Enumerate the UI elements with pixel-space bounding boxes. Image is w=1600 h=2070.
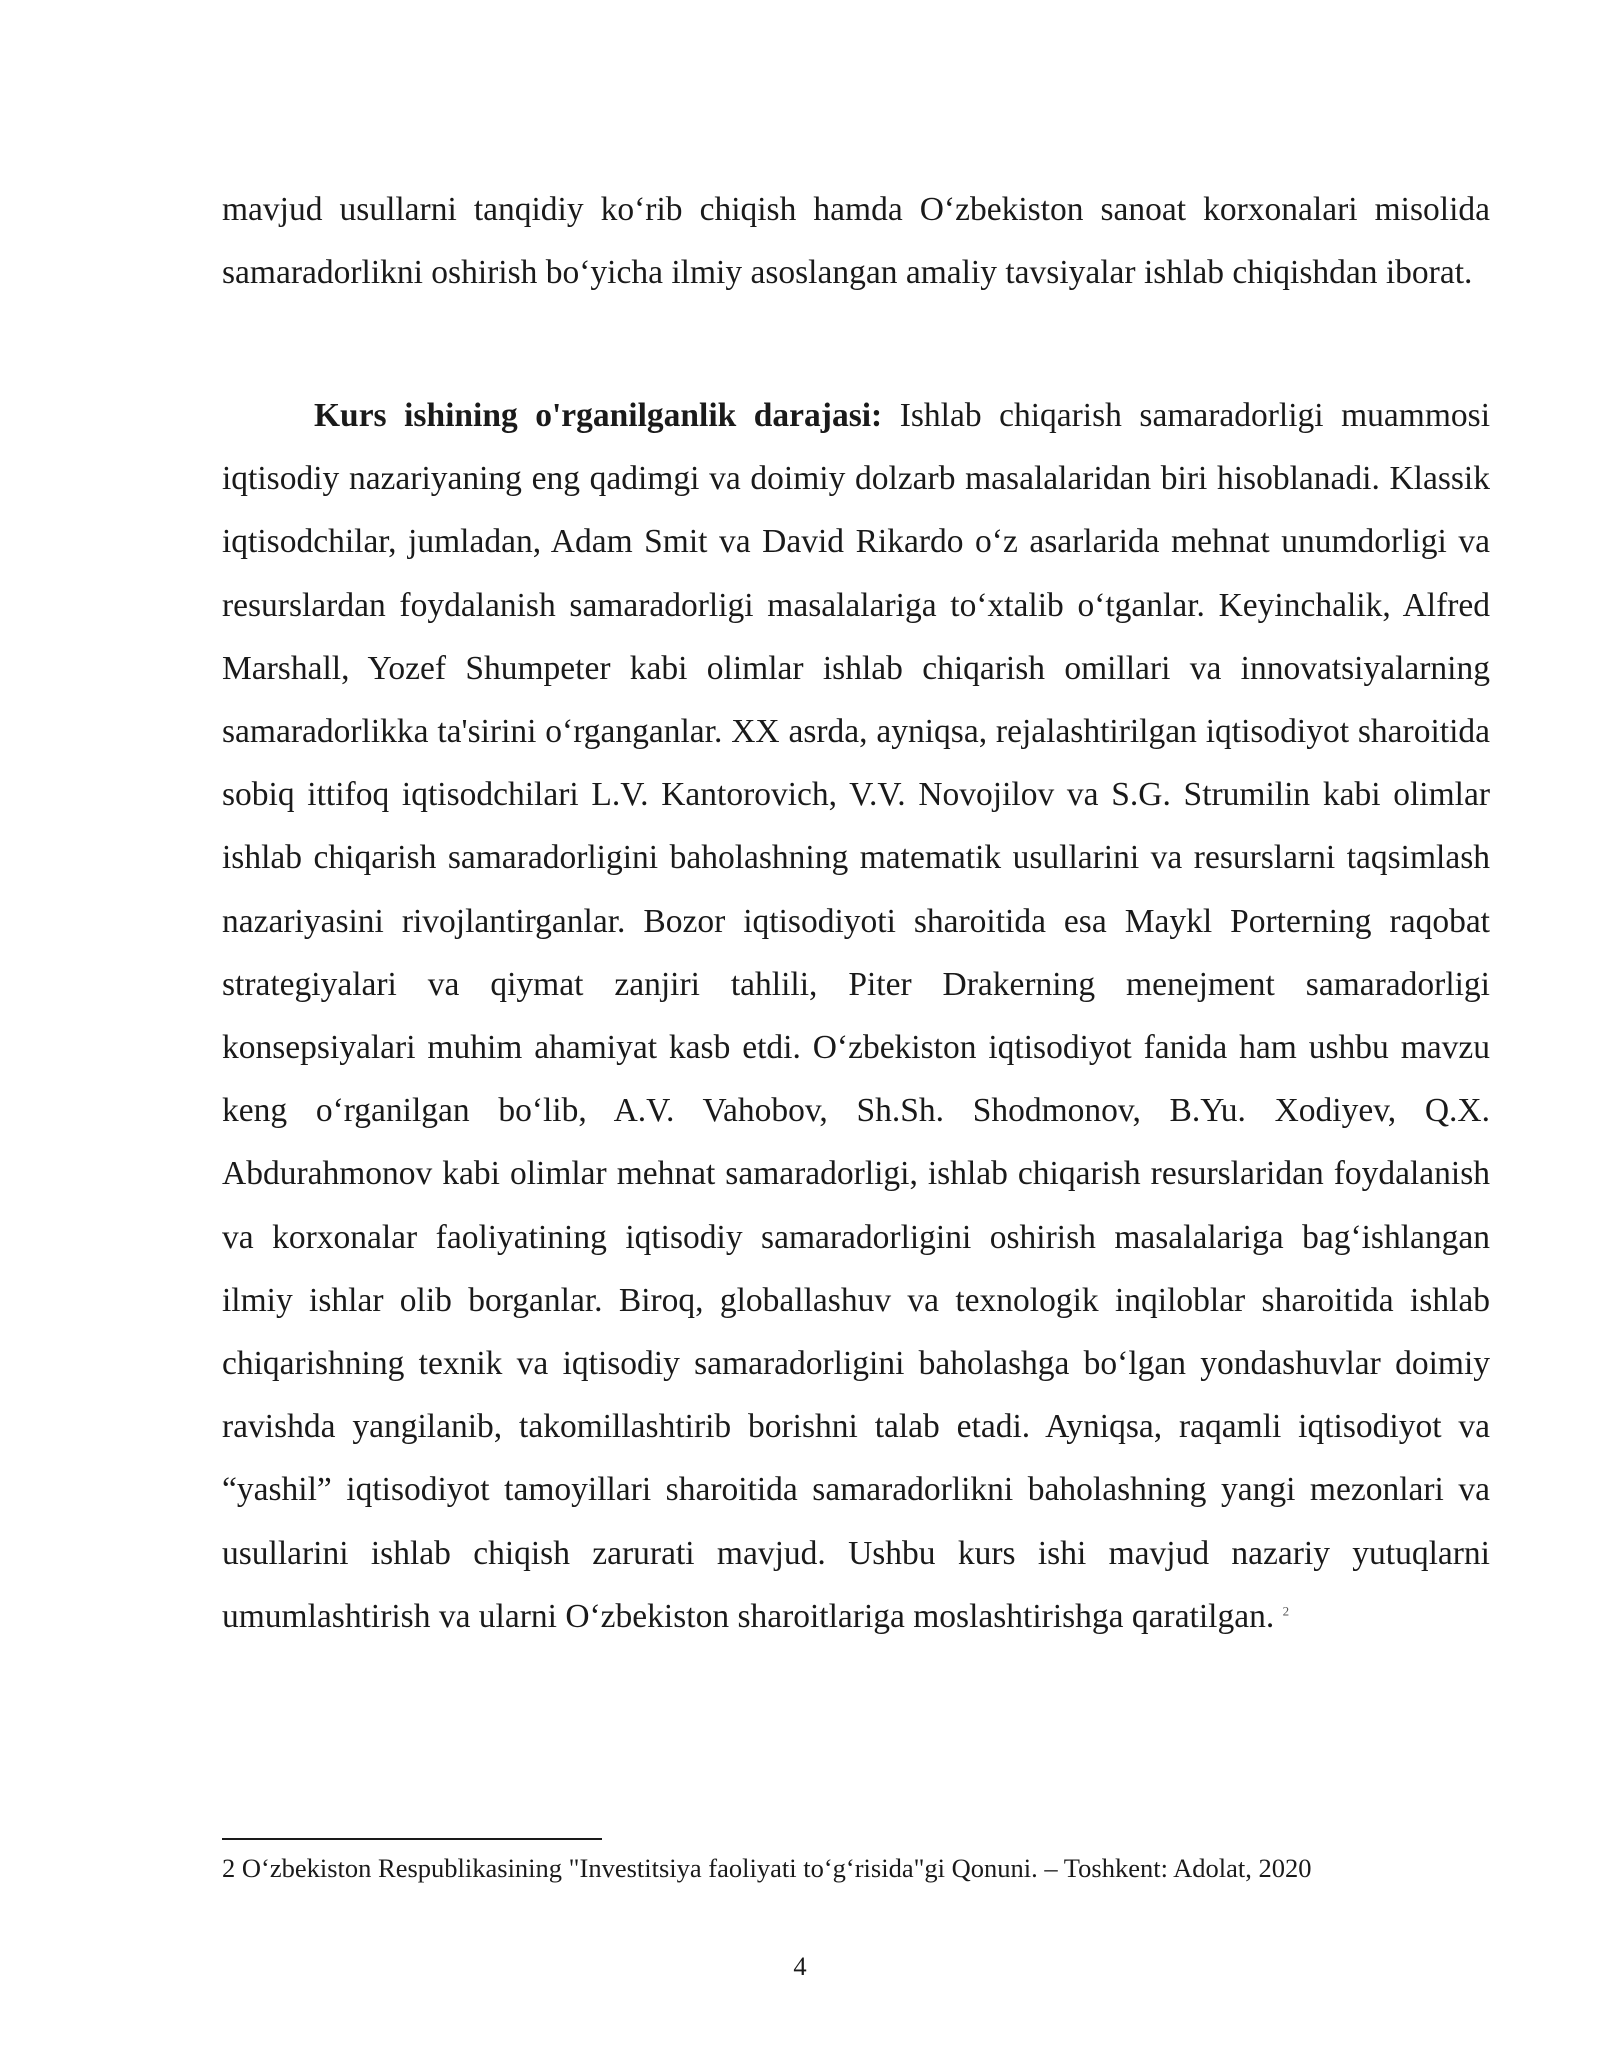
section-heading-inline: Kurs ishining o'rganilganlik darajasi: [314,397,883,434]
paragraph-body: Ishlab chiqarish samaradorligi muammosi iqtisodiy nazariyaning eng qadimgi va doimiy dolzarb masalalaridan biri hisoblanadi. Klassik iqtisodchilar, jumladan, Adam Smit va David Rikardo o‘z asarlarida mehnat unumdorligi va resurslardan foydalanish samaradorligi masalalariga to‘xtalib o‘tganlar. Keyinchalik, Alfred Marshall, Yozef Shumpeter kabi olimlar ishlab chiqarish omillari va innovatsiyalarning samaradorlikka ta'sirini o‘rganganlar. XX asrda, ayniqsa, rejalashtirilgan iqtisodiyot sharoitida sobiq ittifoq iqtisodchilari L.V. Kantorovich, V.V. Novojilov va S.G. Strumilin kabi olimlar ishlab chiqarish samaradorligini baholashning matematik usullarini va resurslarni taqsimlash nazariyasini rivojlantirganlar. Bozor iqtisodiyoti sharoitida esa Maykl Porterning raqobat strategiyalari va qiymat zanjiri tahlili, Piter Drakerning menejment samaradorligi konsepsiyalari muhim ahamiyat kasb etdi. O‘zbekiston iqtisodiyot fanida ham ushbu mavzu keng o‘rganilgan bo‘lib, A.V. Vahobov, Sh.Sh. Shodmonov, B.Yu. Xodiyev, Q.X. Abdurahmonov kabi olimlar mehnat samaradorligi, ishlab chiqarish resurslaridan foydalanish va korxonalar faoliyatining iqtisodiy samaradorligini oshirish masalalariga bag‘ishlangan ilmiy ishlar olib borganlar. Biroq, globallashuv va texnologik inqiloblar sharoitida ishlab chiqarishning texnik va iqtisodiy samaradorligini baholashga bo‘lgan yondashuvlar doimiy ravishda yangilanib, takomillashtirib borishni talab etadi. Ayniqsa, raqamli iqtisodiyot va “yashil” iqtisodiyot tamoyillari sharoitida samaradorlikni baholashning yangi mezonlari va usullarini ishlab chiqish zarurati mavjud. Ushbu kurs ishi mavjud nazariy yutuqlarni umumlashtirish va ularni O‘zbekiston sharoitlariga moslashtirishga qaratilgan. [222,397,1490,1635]
footnote-reference: 2 [1282,1603,1290,1619]
footnote-separator [222,1838,602,1840]
paragraph-literature-review [222,384,1490,1648]
footnote-text: 2 O‘zbekiston Respublikasining "Investitsiya faoliyati to‘g‘risida"gi Qonuni. – Toshkent: Adolat, 2020 [222,1853,1312,1883]
page-number: 4 [793,1951,807,1981]
paragraph-continuation: mavjud usullarni tanqidiy ko‘rib chiqish hamda O‘zbekiston sanoat korxonalari misolida samaradorlikni oshirish bo‘yicha ilmiy asoslangan amaliy tavsiyalar ishlab chiqishdan iborat. [222,191,1490,292]
